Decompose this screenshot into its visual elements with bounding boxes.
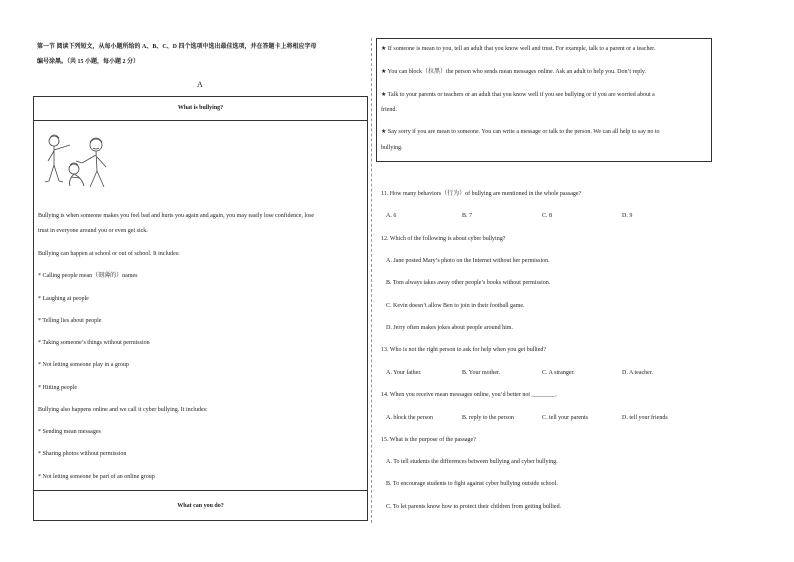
option: C. A stranger.	[542, 370, 575, 376]
passage-a-box	[33, 96, 368, 521]
question-stem-12: 12. Which of the following is about cyber bullying?	[381, 236, 506, 242]
passage-subtitle: What can you do?	[177, 503, 224, 509]
instructions-line-1: 第一节 阅读下列短文，从每小题所给的 A、B、C、D 四个选项中选出最佳选项，并在答题卡上将相应字母	[37, 44, 317, 50]
option: B. Tom always takes away other people’s books without permission.	[386, 280, 551, 286]
option: C. tell your parents	[542, 415, 588, 421]
list-item: * Not letting someone play in a group	[38, 362, 129, 368]
option: A. Jane posted Mary’s photo on the Internet without her permission.	[386, 258, 550, 264]
option: D. tell your friends	[622, 415, 668, 421]
column-divider	[371, 38, 372, 523]
question-stem-15: 15. What is the purpose of the passage?	[381, 437, 476, 443]
list-item: * Hitting people	[38, 385, 77, 391]
list-item: * Not letting someone be part of an online group	[38, 474, 155, 480]
advice-item-1: ★ If someone is mean to you, tell an adult that you know well and trust. For example, talk to a parent or a teacher.	[381, 46, 656, 52]
option: C. To let parents know how to protect their children from getting bullied.	[386, 504, 562, 510]
list-item: * Sharing photos without permission	[38, 451, 127, 457]
advice-item-4: ★ Say sorry if you are mean to someone. You can write a message or talk to the person. We can all help to say no to	[381, 129, 660, 135]
bullying-illustration	[40, 131, 118, 189]
list-item: * Laughing at people	[38, 296, 89, 302]
option: D. 9	[622, 213, 633, 219]
question-stem-13: 13. Who is not the right person to ask for help when you get bullied?	[381, 347, 547, 353]
advice-item-2: ★ You can block（拉黑）the person who sends mean messages online. Ask an adult to help you. Don’t reply.	[381, 69, 647, 75]
question-stem-11: 11. How many behaviors（行为）of bullying are mentioned in the whole passage?	[381, 191, 582, 197]
option: A. block the person	[386, 415, 433, 421]
list-item: * Telling lies about people	[38, 318, 102, 324]
option: A. To tell students the differences between bullying and cyber bullying.	[386, 459, 558, 465]
advice-item-3: ★ Talk to your parents or teachers or an adult that you know well if you see bullying or if you are worried about a	[381, 92, 655, 98]
question-stem-14: 14. When you receive mean messages online, you’d better not ________.	[381, 392, 558, 398]
option: A. 6	[386, 213, 397, 219]
list-item: * Calling people mean（刻薄的）names	[38, 273, 138, 279]
title-divider	[34, 120, 367, 121]
para2: Bullying can happen at school or out of school. It includes:	[38, 251, 180, 257]
para1-line-1: Bullying is when someone makes you feel bad and hurts you again and again, you may easily lose confidence, lose	[38, 213, 315, 219]
list-item: * Sending mean messages	[38, 429, 101, 435]
option: D. A teacher.	[622, 370, 653, 376]
option: A. Your father.	[386, 370, 422, 376]
passage-title: What is bullying?	[177, 105, 224, 111]
option: D. Jerry often makes jokes about people around him.	[386, 325, 513, 331]
option: B. To encourage students to fight against cyber bullying outside school.	[386, 481, 558, 487]
option: B. reply to the person	[462, 415, 514, 421]
option: B. Your mother.	[462, 370, 501, 376]
option: C. Kevin doesn’t allow Ben to join in their football game.	[386, 303, 525, 309]
passage-letter: A	[197, 80, 203, 89]
advice-item-3-cont: friend.	[381, 107, 397, 113]
option: B. 7	[462, 213, 473, 219]
advice-item-4-cont: bullying.	[381, 145, 403, 151]
instructions-line-2: 编号涂黑。（共 15 小题，每小题 2 分）	[37, 59, 140, 65]
para3: Bullying also happens online and we call it cyber bullying. It includes:	[38, 407, 208, 413]
advice-box	[376, 38, 712, 162]
option: C. 8	[542, 213, 553, 219]
subtitle-divider	[34, 490, 367, 491]
para1-line-2: trust in everyone around you or even get sick.	[38, 228, 148, 234]
list-item: * Taking someone’s things without permission	[38, 340, 150, 346]
